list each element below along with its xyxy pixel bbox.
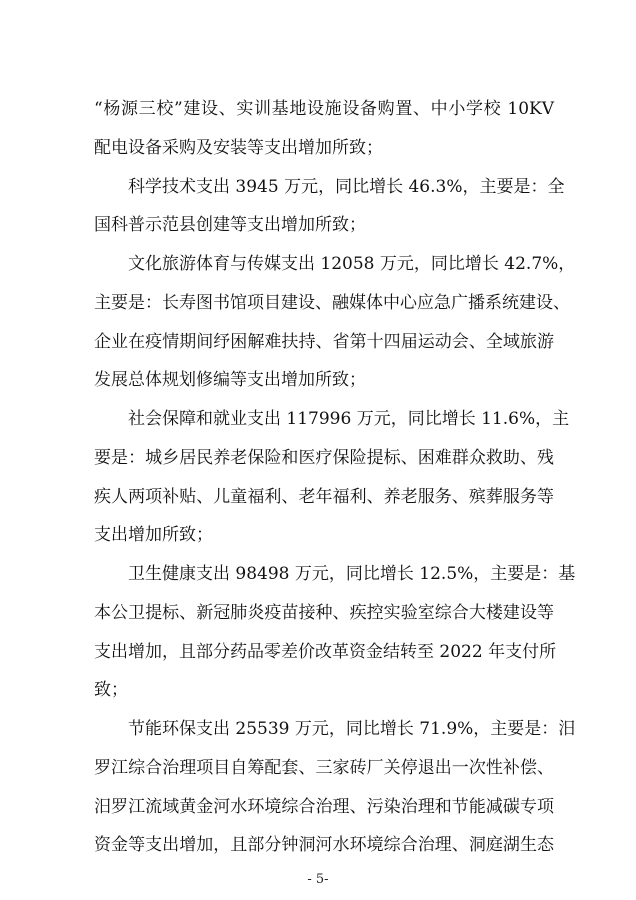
paragraph-line: 国科普示范县创建等支出增加所致； xyxy=(94,215,366,235)
paragraph-line: 文化旅游体育与传媒支出 12058 万元，同比增长 42.7%， xyxy=(128,254,576,274)
paragraph-line: 配电设备采购及安装等支出增加所致； xyxy=(94,138,383,158)
paragraph-line: 支出增加所致； xyxy=(94,525,213,545)
paragraph-line: 资金等支出增加，且部分钟洞河水环境综合治理、洞庭湖生态 xyxy=(94,835,554,855)
paragraph-line: 节能环保支出 25539 万元，同比增长 71.9%，主要是：汨 xyxy=(128,719,576,739)
paragraph-line: 支出增加，且部分药品零差价改革资金结转至 2022 年支付所 xyxy=(94,642,557,662)
paragraph-line: 疾人两项补贴、儿童福利、老年福利、养老服务、殡葬服务等 xyxy=(94,487,554,507)
paragraph-line: 罗江综合治理项目自筹配套、三家砖厂关停退出一次性补偿、 xyxy=(94,758,554,778)
paragraph-line: 主要是：长寿图书馆项目建设、融媒体中心应急广播系统建设、 xyxy=(94,293,570,313)
paragraph-line: “杨源三校”建设、实训基地设施设备购置、中小学校 10KV xyxy=(94,99,554,119)
paragraph-line: 发展总体规划修编等支出增加所致； xyxy=(94,370,366,390)
paragraph-line: 企业在疫情期间纾困解难扶持、省第十四届运动会、全域旅游 xyxy=(94,332,554,352)
paragraph-line: 社会保障和就业支出 117996 万元，同比增长 11.6%，主 xyxy=(128,409,570,429)
paragraph-line: 汨罗江流域黄金河水环境综合治理、污染治理和节能减碳专项 xyxy=(94,797,554,817)
paragraph-line: 致； xyxy=(94,680,128,700)
paragraph-line: 科学技术支出 3945 万元，同比增长 46.3%，主要是：全 xyxy=(128,177,565,197)
paragraph-line: 卫生健康支出 98498 万元，同比增长 12.5%，主要是：基 xyxy=(128,564,576,584)
paragraph-line: 要是：城乡居民养老保险和医疗保险提标、困难群众救助、残 xyxy=(94,448,554,468)
page-number: - 5- xyxy=(307,872,329,887)
paragraph-line: 本公卫提标、新冠肺炎疫苗接种、疾控实验室综合大楼建设等 xyxy=(94,603,554,623)
